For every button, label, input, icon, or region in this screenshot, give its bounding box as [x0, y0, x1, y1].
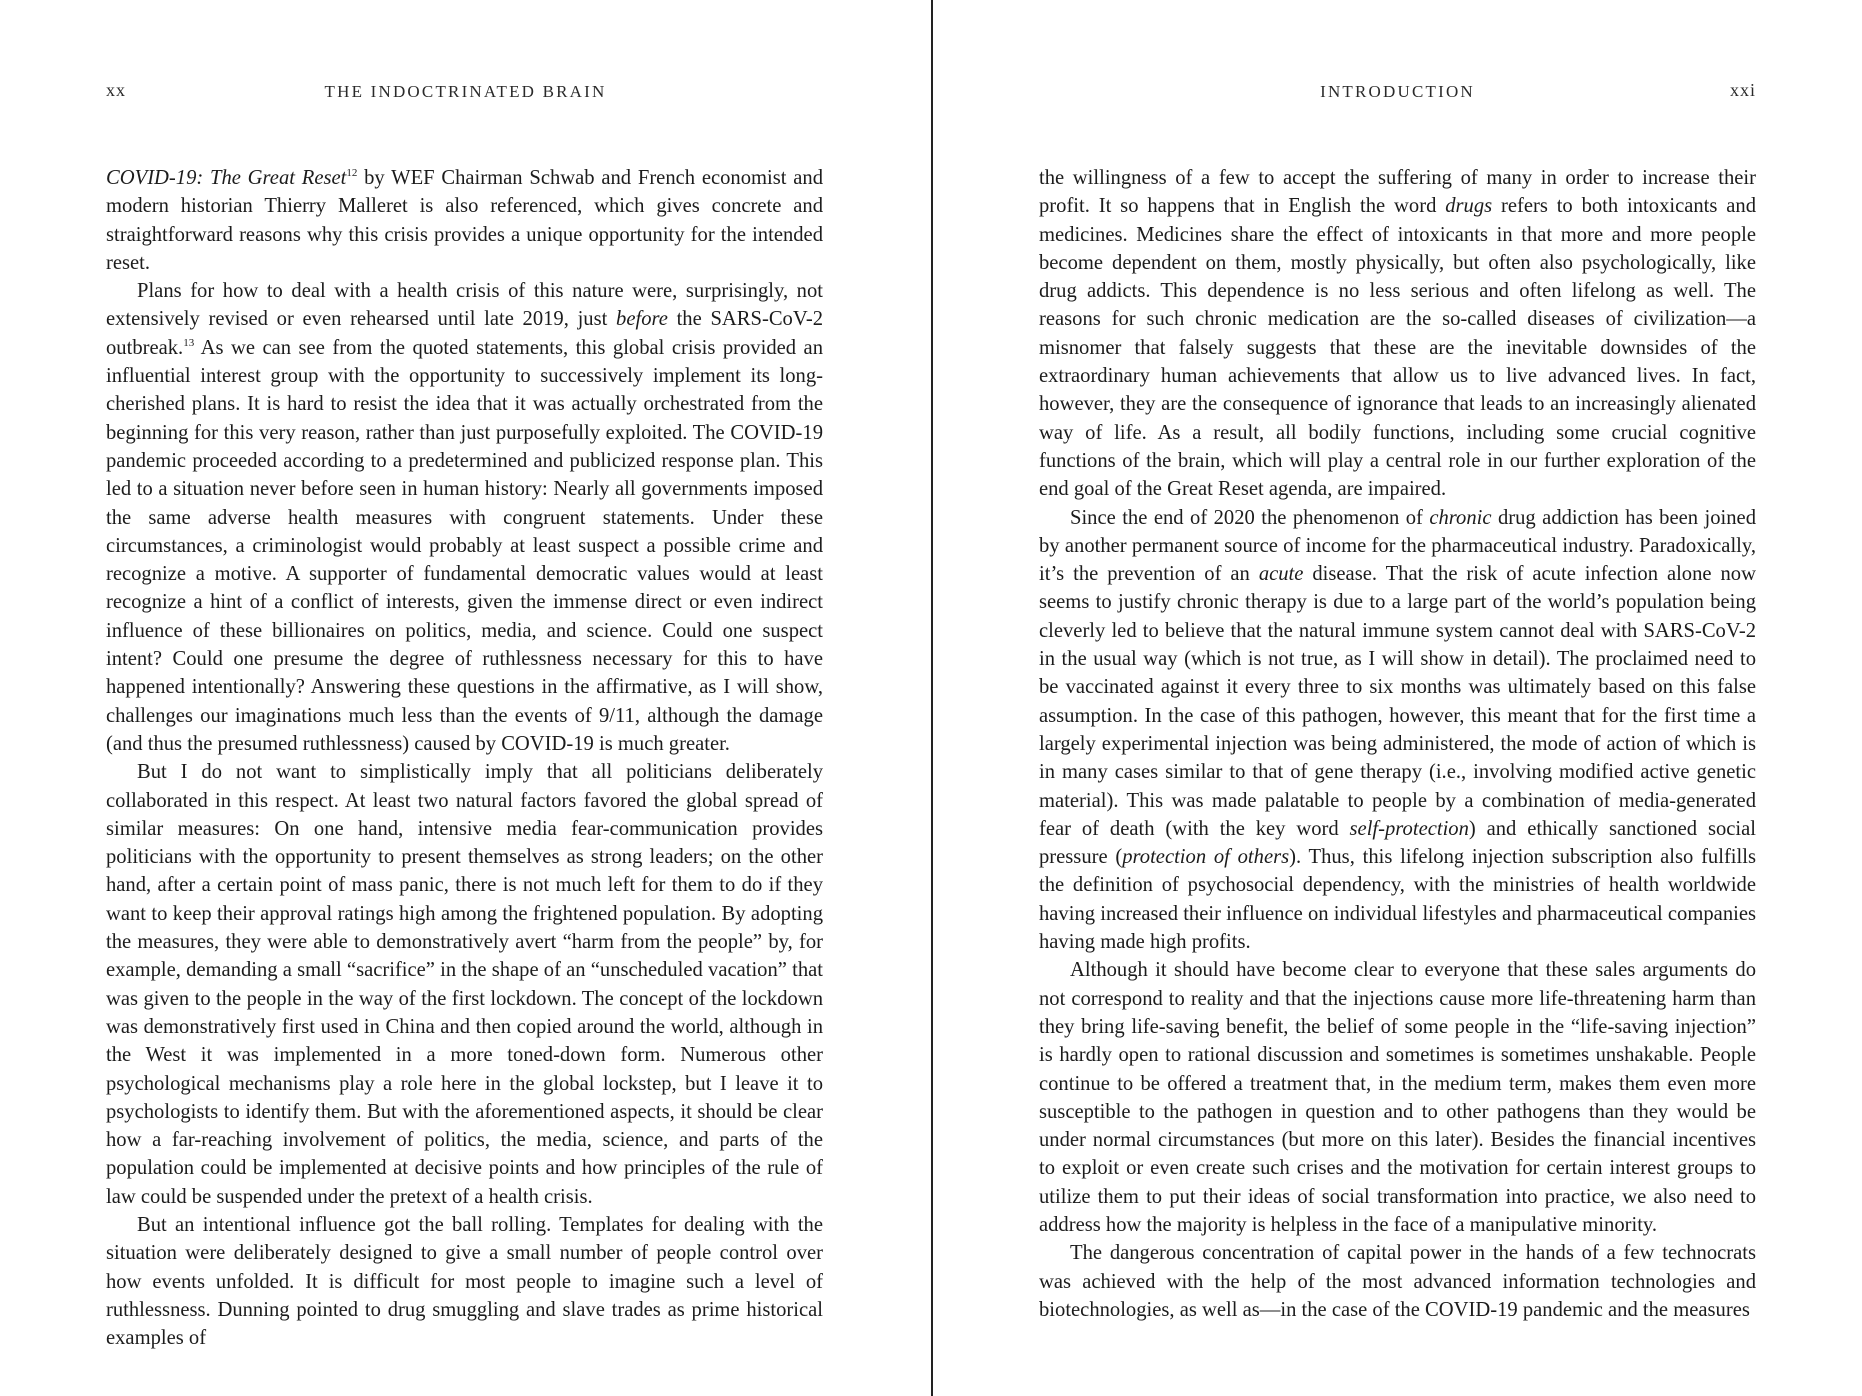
running-head: THE INDOCTRINATED BRAIN: [324, 82, 607, 101]
italic-text: before: [616, 308, 668, 331]
page-number: xx: [106, 80, 126, 100]
text-run: ). Thus, this lifelong injection subscription also fulfills the definition of psychosocial dependency, with the ministries of health worldwide having increased their influence on individual lifestyles and pharmaceutical companies having made high profits.: [1039, 846, 1756, 954]
text-run: drug addiction has been joined by another permanent source of income for the pharmaceutical industry. Paradoxically, it’s the prevention of an: [1039, 506, 1756, 586]
italic-text: COVID-19: The Great Reset: [106, 167, 347, 189]
body-paragraph: [1039, 164, 1756, 504]
text-run: the SARS-CoV-2 outbreak.: [106, 308, 823, 359]
right-page: [933, 0, 1862, 1396]
text-run: by WEF Chairman Schwab and French economist and modern historian Thierry Malleret is also referenced, which gives concrete and straightforward reasons why this crisis provides a unique opportunity for the intended reset.: [106, 167, 823, 274]
text-run: disease. That the risk of acute infection alone now seems to justify chronic therapy is due to a large part of the world’s population being cleverly led to believe that the natural immune system cannot deal with SARS-CoV-2 in the usual way (which is not true, as I will show in detail). The proclaimed need to be vaccinated against it every three to six months was ultimately based on this false assumption. In the case of this pathogen, however, this meant that for the first time a largely experimental injection was being administered, the mode of action of which is in many cases similar to that of gene therapy (i.e., involving modified active genetic material). This was made palatable to people by a combination of media-generated fear of death (with the key word: [1039, 563, 1756, 840]
text-run: refers to both intoxicants and medicines. Medicines share the effect of intoxicants in that more and more people become dependent on them, mostly physically, but often also psychologically, like drug addicts. This dependence is no less serious and often lifelong as well. The reasons for such chronic medication are the so-called diseases of civilization—a misnomer that falsely suggests that these are the inevitable downsides of the extraordinary human achievements that allow us to live advanced lives. In fact, however, they are the consequence of ignorance that leads to an increasingly alienated way of life. As a result, all bodily functions, including some crucial cognitive functions of the brain, which will play a central role in our further exploration of the end goal of the Great Reset agenda, are impaired.: [1039, 195, 1756, 501]
body-paragraph: [1039, 1239, 1756, 1324]
italic-text: drugs: [1445, 195, 1493, 218]
italic-text: acute: [1258, 563, 1304, 586]
text-run: As we can see from the quoted statements, this global crisis provided an influential interest group with the opportunity to successively implement its long-cherished plans. It is hard to resist the idea that it was actually orchestrated from the beginning for this very reason, rather than just purposefully exploited. The COVID-19 pandemic proceeded according to a predetermined and publicized response plan. This led to a situation never before seen in human history: Nearly all governments imposed the same adverse health measures with congruent statements. Under these circumstances, a criminologist would probably at least suspect a possible crime and recognize a motive. A supporter of fundamental democratic values would at least recognize a hint of a conflict of interests, given the immense direct or even indirect influence of these billionaires on politics, media, and science. Could one suspect intent? Could one presume the degree of ruthlessness necessary for this to have happened intentionally? Answering these questions in the affirmative, as I will show, challenges our imaginations much less than the events of 9/11, although the damage (and thus the presumed ruthlessness) caused by COVID-19 is much greater.: [106, 336, 823, 755]
italic-text: protection of others: [1122, 846, 1290, 869]
footnote-marker: 13: [183, 336, 195, 349]
body-paragraph: [1039, 956, 1756, 1239]
body-paragraph: [106, 758, 823, 1211]
page-number: xxi: [1729, 80, 1756, 100]
body-paragraph: [106, 277, 823, 758]
body-paragraph: [106, 164, 823, 277]
text-run: Although it should have become clear to everyone that these sales arguments do not correspond to reality and that the injections cause more life-threatening harm than they bring life-saving benefit, the belief of some people in the “life-saving injection” is hardly open to rational discussion and sometimes is sometimes unshakable. People continue to be offered a treatment that, in the medium term, makes them even more susceptible to the pathogen in question and to other pathogens than they would be under normal circumstances (but more on this later). Besides the financial incentives to exploit or even create such crises and the motivation for certain interest groups to utilize them to put their ideas of social transformation into practice, we also need to address how the majority is helpless in the face of a manipulative minority.: [1039, 959, 1756, 1236]
body-paragraph: [1039, 504, 1756, 957]
text-run: ) and ethically sanctioned social pressure (: [1039, 817, 1756, 869]
running-head: INTRODUCTION: [1320, 82, 1475, 101]
body-paragraph: [106, 1211, 823, 1352]
text-run: Since the end of 2020 the phenomenon of: [1070, 506, 1430, 529]
italic-text: chronic: [1429, 506, 1492, 529]
text-run: the willingness of a few to accept the suffering of many in order to increase their profit. It so happens that in English the word: [1039, 167, 1756, 218]
text-run: But I do not want to simplistically imply that all politicians deliberately collaborated in this respect. At least two natural factors favored the global spread of similar measures: On one hand, intensive media fear-communication provides politicians with the opportunity to present themselves as strong leaders; on the other hand, after a certain point of mass panic, there is not much left for them to do if they want to keep their approval ratings high among the frightened population. By adopting the measures, they were able to demonstratively avert “harm from the people” by, for example, demanding a small “sacrifice” in the shape of an “unscheduled vacation” that was given to the people in the way of the first lockdown. The concept of the lockdown was demonstratively first used in China and then copied around the world, although in the West it was implemented in a more toned-down form. Numerous other psychological mechanisms play a role here in the global lockstep, but I leave it to psychologists to identify them. But with the aforementioned aspects, it should be clear how a far-reaching involvement of politics, the media, science, and parts of the population could be implemented at decisive points and how principles of the rule of law could be suspended under the pretext of a health crisis.: [106, 761, 823, 1208]
page-body-text: [1039, 164, 1756, 1324]
text-run: The dangerous concentration of capital power in the hands of a few technocrats was achieved with the help of the most advanced information technologies and biotechnologies, as well as—in the case of the COVID-19 pandemic and the measures: [1039, 1242, 1756, 1321]
footnote-marker: 12: [346, 167, 358, 180]
text-run: Plans for how to deal with a health crisis of this nature were, surprisingly, not extensively revised or even rehearsed until late 2019, just: [106, 280, 823, 331]
page-body-text: [106, 164, 823, 1352]
text-run: But an intentional influence got the ball rolling. Templates for dealing with the situation were deliberately designed to give a small number of people control over how events unfolded. It is difficult for most people to imagine such a level of ruthlessness. Dunning pointed to drug smuggling and slave trades as prime historical examples of: [106, 1213, 823, 1350]
italic-text: self-protection: [1349, 817, 1469, 840]
